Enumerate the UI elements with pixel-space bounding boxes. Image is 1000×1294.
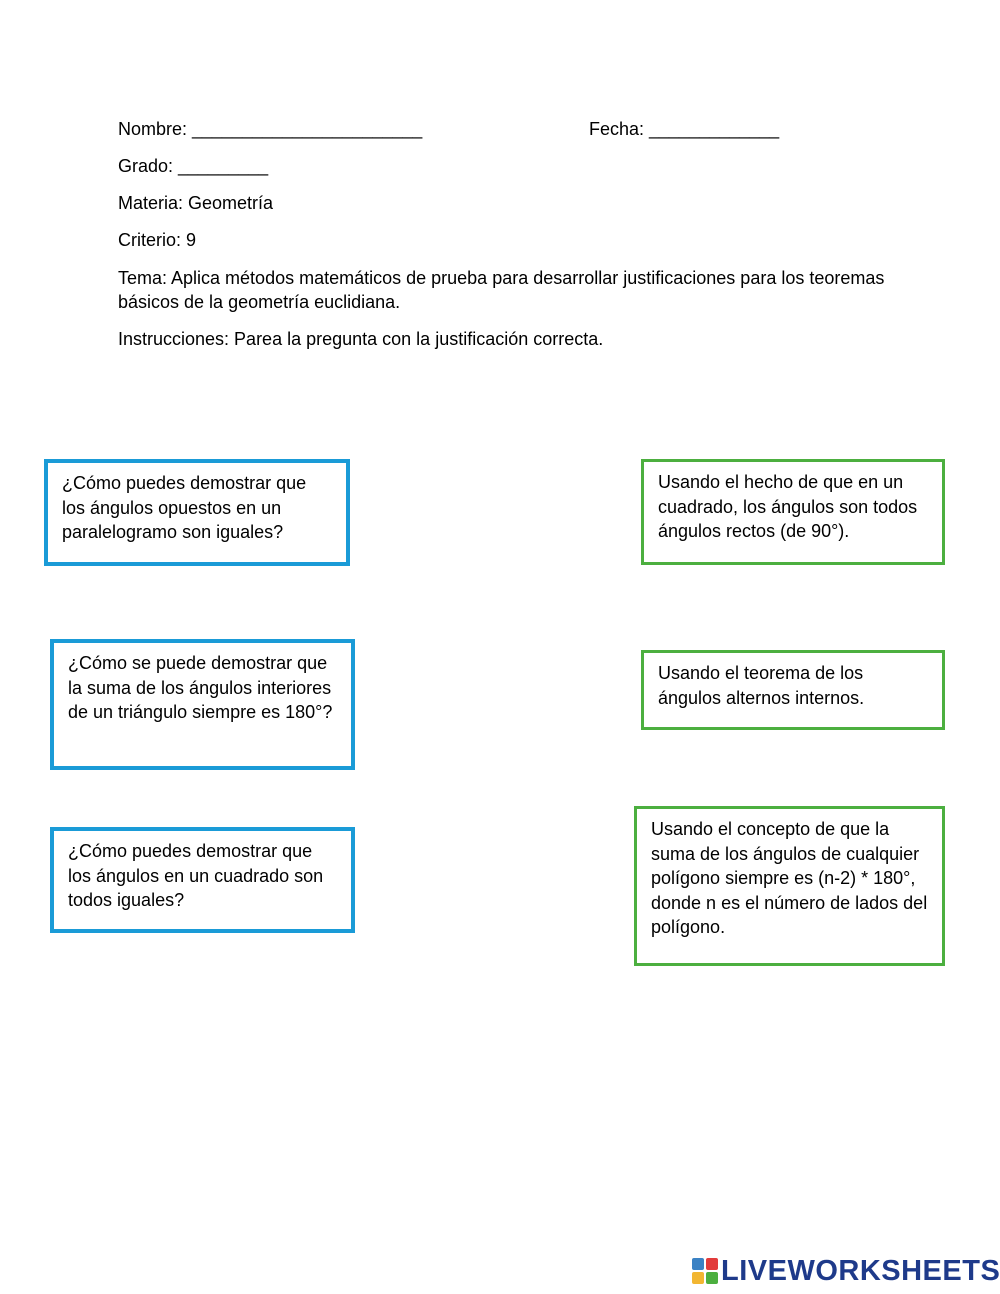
question-text: ¿Cómo se puede demostrar que la suma de los ángulos interiores de un triángulo siempre es 180°? [68, 653, 333, 722]
question-card-1[interactable] [44, 459, 350, 566]
question-card-3[interactable] [50, 827, 355, 933]
grado-field: Grado: _________ [118, 156, 269, 176]
materia-label: Materia: Geometría [118, 193, 274, 213]
answer-text: Usando el concepto de que la suma de los ángulos de cualquier polígono siempre es (n-2) * 180°, donde n es el número de lados del polígono. [651, 819, 928, 937]
question-text: ¿Cómo puedes demostrar que los ángulos opuestos en un paralelogramo son iguales? [62, 473, 307, 542]
fecha-field: Fecha: _____________ [589, 119, 780, 139]
liveworksheets-logo-icon [692, 1258, 718, 1284]
instructions-text: Instrucciones: Parea la pregunta con la justificación correcta. [118, 329, 604, 349]
answer-card-2[interactable] [641, 650, 945, 730]
criterio-label: Criterio: 9 [118, 230, 197, 250]
answer-card-1[interactable] [641, 459, 945, 565]
tema-text: Tema: Aplica métodos matemáticos de prueba para desarrollar justificaciones para los teoremas básicos de la geometría euclidiana. [118, 268, 885, 312]
question-text: ¿Cómo puedes demostrar que los ángulos en un cuadrado son todos iguales? [68, 841, 324, 910]
question-card-2[interactable] [50, 639, 355, 770]
answer-card-3[interactable] [634, 806, 945, 966]
logo-text: LIVEWORKSHEETS [721, 1254, 1000, 1287]
answer-text: Usando el hecho de que en un cuadrado, los ángulos son todos ángulos rectos (de 90°). [658, 472, 918, 541]
liveworksheets-logo [692, 1254, 1000, 1288]
nombre-field: Nombre: _______________________ [118, 119, 423, 139]
answer-text: Usando el teorema de los ángulos alternos internos. [658, 663, 865, 708]
